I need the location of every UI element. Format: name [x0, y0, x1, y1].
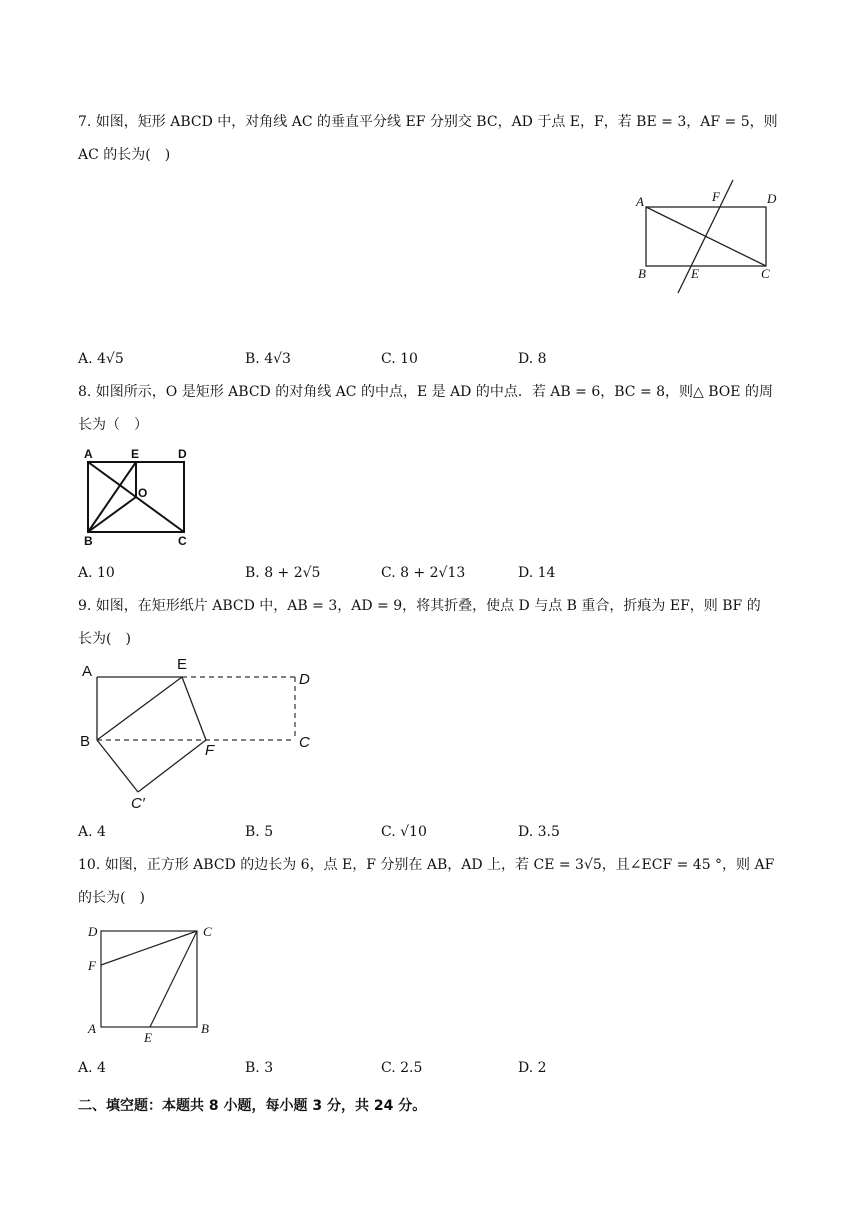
q8-stem-line1: 8. 如图所示，O 是矩形 ABCD 的对角线 AC 的中点，E 是 AD 的中点．若 AB = 6，BC = 8，则△ BOE 的周 — [78, 384, 773, 400]
q10-label-a: A — [88, 1021, 96, 1036]
q8-option-c[interactable]: C. 8 + 2√13 — [381, 565, 466, 581]
q7-label-d: D — [767, 191, 777, 206]
q9-label-f: F — [205, 742, 215, 759]
q8-label-a: A — [84, 447, 93, 461]
q9-option-d[interactable]: D. 3.5 — [518, 824, 560, 840]
q7-stem-line1: 7. 如图，矩形 ABCD 中，对角线 AC 的垂直平分线 EF 分别交 BC，AD 于点 E，F，若 BE = 3，AF = 5，则 — [78, 114, 778, 130]
q8-option-a[interactable]: A. 10 — [78, 565, 115, 581]
q10-option-c[interactable]: C. 2.5 — [381, 1060, 423, 1076]
q10-label-e: E — [144, 1030, 152, 1045]
q7-label-c: C — [761, 266, 770, 281]
q9-stem-line2: 长为( ) — [78, 631, 131, 647]
q8-stem-line2: 长为（ ） — [78, 417, 148, 433]
q8-label-o: O — [138, 486, 148, 500]
q10-label-b: B — [201, 1021, 209, 1036]
q7-option-b[interactable]: B. 4√3 — [245, 351, 291, 367]
q10-stem-line2: 的长为( ) — [78, 890, 145, 906]
q9-label-a: A — [82, 663, 93, 680]
q7-figure — [630, 180, 790, 295]
q9-figure — [76, 654, 326, 814]
q9-label-e: E — [177, 656, 188, 673]
q8-figure — [80, 446, 200, 550]
section-heading-fill-blank: 二、填空题：本题共 8 小题，每小题 3 分，共 24 分。 — [78, 1098, 427, 1114]
q9-label-c: C — [299, 734, 310, 751]
q8-option-d[interactable]: D. 14 — [518, 565, 556, 581]
q10-option-d[interactable]: D. 2 — [518, 1060, 547, 1076]
q7-option-a[interactable]: A. 4√5 — [78, 351, 124, 367]
q9-option-c[interactable]: C. √10 — [381, 824, 427, 840]
q9-label-b: B — [80, 733, 91, 750]
q7-option-d[interactable]: D. 8 — [518, 351, 547, 367]
q10-option-b[interactable]: B. 3 — [245, 1060, 274, 1076]
q7-option-c[interactable]: C. 10 — [381, 351, 418, 367]
q10-label-c: C — [203, 924, 212, 939]
q7-label-b: B — [638, 266, 646, 281]
q10-option-a[interactable]: A. 4 — [78, 1060, 106, 1076]
q7-label-f: F — [712, 189, 720, 204]
q10-figure — [84, 920, 224, 1048]
q9-label-c-prime: C′ — [131, 795, 145, 812]
q8-label-d: D — [178, 447, 187, 461]
q8-label-b: B — [84, 534, 93, 548]
q10-label-f: F — [88, 958, 96, 973]
q9-option-a[interactable]: A. 4 — [78, 824, 106, 840]
q10-stem-line1: 10. 如图，正方形 ABCD 的边长为 6，点 E，F 分别在 AB，AD 上，若 CE = 3√5，且∠ECF = 45 °，则 AF — [78, 857, 775, 873]
q8-label-e: E — [131, 447, 140, 461]
q7-label-e: E — [691, 266, 699, 281]
q9-option-b[interactable]: B. 5 — [245, 824, 274, 840]
q8-option-b[interactable]: B. 8 + 2√5 — [245, 565, 321, 581]
q9-stem-line1: 9. 如图，在矩形纸片 ABCD 中，AB = 3，AD = 9，将其折叠，使点 D 与点 B 重合，折痕为 EF，则 BF 的 — [78, 598, 761, 614]
q7-stem-line2: AC 的长为( ) — [78, 147, 171, 163]
q7-label-a: A — [636, 194, 644, 209]
q8-label-c: C — [178, 534, 187, 548]
q10-label-d: D — [88, 924, 98, 939]
q9-label-d: D — [299, 671, 310, 688]
